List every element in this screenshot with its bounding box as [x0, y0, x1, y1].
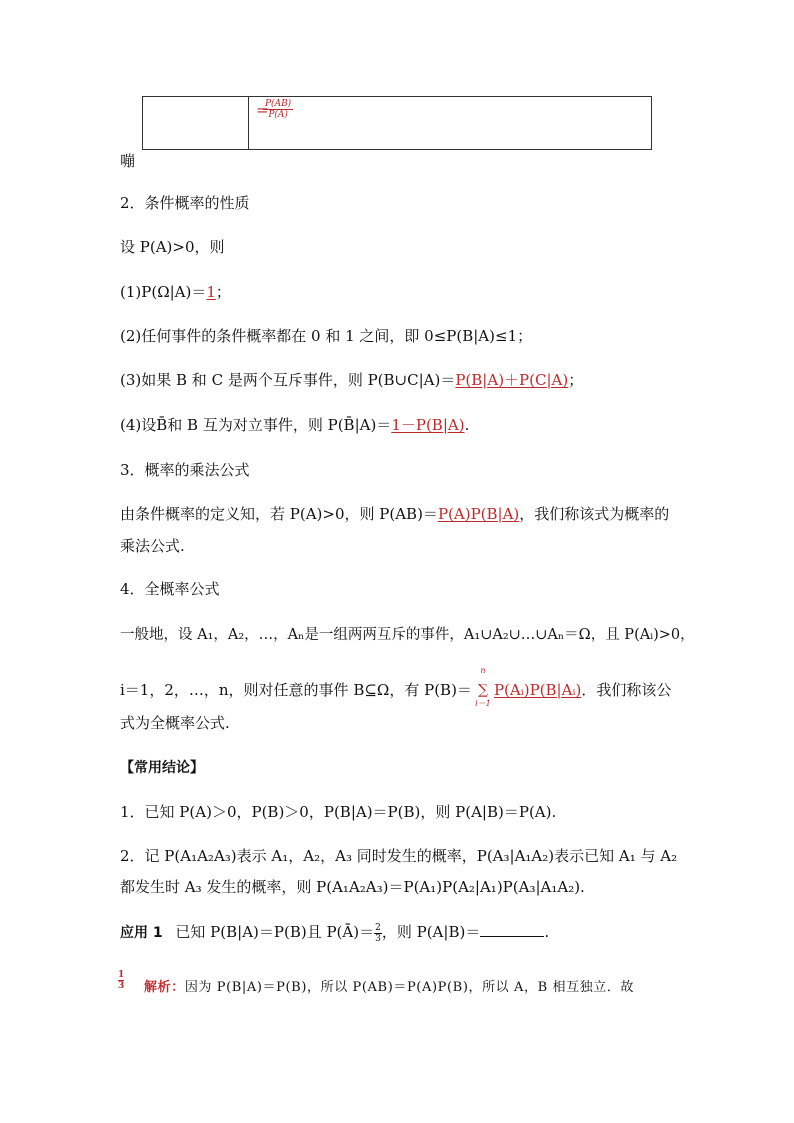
- conditional-probability-fraction: [263, 99, 293, 120]
- analysis-label: 解析：: [144, 980, 185, 995]
- answer-fraction-den: 3: [118, 981, 125, 991]
- conclusion-1: 1．已知 P(A)＞0，P(B)＞0，P(B|A)＝P(B)，则 P(A|B)＝P(A).: [120, 803, 557, 821]
- property-1-text: (1)P(Ω|A)＝: [120, 283, 207, 301]
- table-divider: [248, 97, 249, 149]
- conclusions-heading: 【常用结论】: [120, 760, 204, 776]
- summation-icon: n ∑ i＝1: [472, 682, 494, 700]
- property-4-suffix: .: [464, 416, 470, 434]
- property-4: [120, 414, 469, 435]
- property-4-text: (4)设B̄和 B 互为对立事件，则 P(B̄|A)＝: [120, 416, 392, 434]
- application-fraction-den: 3: [375, 933, 381, 944]
- formula-equals: =: [256, 101, 269, 119]
- application-1: [120, 921, 549, 944]
- total-probability-text: i＝1，2，…，n，则对任意的事件 B⊆Ω，有 P(B)＝: [120, 681, 472, 699]
- application-label: 应用 1: [120, 925, 163, 941]
- total-probability-line-2: [120, 666, 672, 708]
- section-2-intro: 设 P(A)>0，则: [120, 238, 225, 256]
- definition-table-fragment: [142, 96, 652, 150]
- total-probability-suffix: ．我们称该公: [581, 681, 672, 699]
- multiplication-rule-answer: P(A)P(B|A): [437, 505, 520, 523]
- section-2-heading: 2．条件概率的性质: [120, 194, 250, 212]
- section-3-heading: 3．概率的乘法公式: [120, 461, 250, 479]
- total-probability-answer: P(Aᵢ)P(B|Aᵢ): [493, 681, 582, 699]
- property-1-suffix: ；: [215, 283, 231, 301]
- application-text-suffix: ，则 P(A|B)＝: [381, 923, 481, 941]
- multiplication-rule-text: 由条件概率的定义知，若 P(A)>0，则 P(AB)＝: [120, 505, 438, 523]
- property-3-answer: P(B|A)＋P(C|A): [455, 371, 569, 389]
- section-4-heading: 4．全概率公式: [120, 580, 220, 598]
- property-2: (2)任何事件的条件概率都在 0 和 1 之间，即 0≤P(B|A)≤1；: [120, 327, 533, 345]
- fraction-denominator: P(A): [268, 110, 288, 120]
- fraction-numerator: P(AB): [265, 99, 292, 109]
- answer-fraction: [118, 970, 124, 991]
- total-probability-line-1: 一般地，设 A₁，A₂，…，Aₙ是一组两两互斥的事件，A₁∪A₂∪…∪Aₙ＝Ω，且 P(Aᵢ)>0，: [120, 627, 695, 643]
- application-fraction: [374, 923, 382, 944]
- sigma-lower-limit: i＝1: [475, 699, 491, 708]
- conclusion-2-line-2: 都发生时 A₃ 发生的概率，则 P(A₁A₂A₃)＝P(A₁)P(A₂|A₁)P(A₃|A₁A₂).: [120, 878, 585, 896]
- application-end: .: [544, 923, 550, 941]
- property-1-answer: 1: [206, 283, 216, 301]
- sigma-upper-limit: n: [480, 666, 486, 675]
- stray-character: 嘣: [120, 152, 136, 170]
- property-3-text: (3)如果 B 和 C 是两个互斥事件，则 P(B∪C|A)＝: [120, 371, 456, 389]
- application-fraction-num: 2: [375, 922, 381, 933]
- multiplication-rule-suffix: ，我们称该式为概率的: [519, 505, 670, 523]
- analysis-text: 因为 P(B|A)＝P(B)，所以 P(AB)＝P(A)P(B)，所以 A，B 相互独立．故: [184, 980, 635, 995]
- multiplication-rule-line-1: [120, 503, 669, 524]
- answer-fraction-num: 1: [118, 970, 125, 980]
- total-probability-line-3: 式为全概率公式.: [120, 714, 230, 732]
- answer-blank: [480, 922, 544, 937]
- property-3-suffix: ；: [568, 371, 584, 389]
- property-4-answer: 1－P(B|A): [391, 416, 465, 434]
- analysis-line: [144, 976, 634, 995]
- property-3: [120, 369, 583, 390]
- conclusion-2-line-1: 2．记 P(A₁A₂A₃)表示 A₁，A₂，A₃ 同时发生的概率，P(A₃|A₁A₂)表示已知 A₁ 与 A₂: [120, 847, 678, 865]
- multiplication-rule-line-2: 乘法公式.: [120, 537, 185, 555]
- application-text: 已知 P(B|A)＝P(B)且 P(Ā)＝: [175, 923, 375, 941]
- property-1: [120, 281, 231, 302]
